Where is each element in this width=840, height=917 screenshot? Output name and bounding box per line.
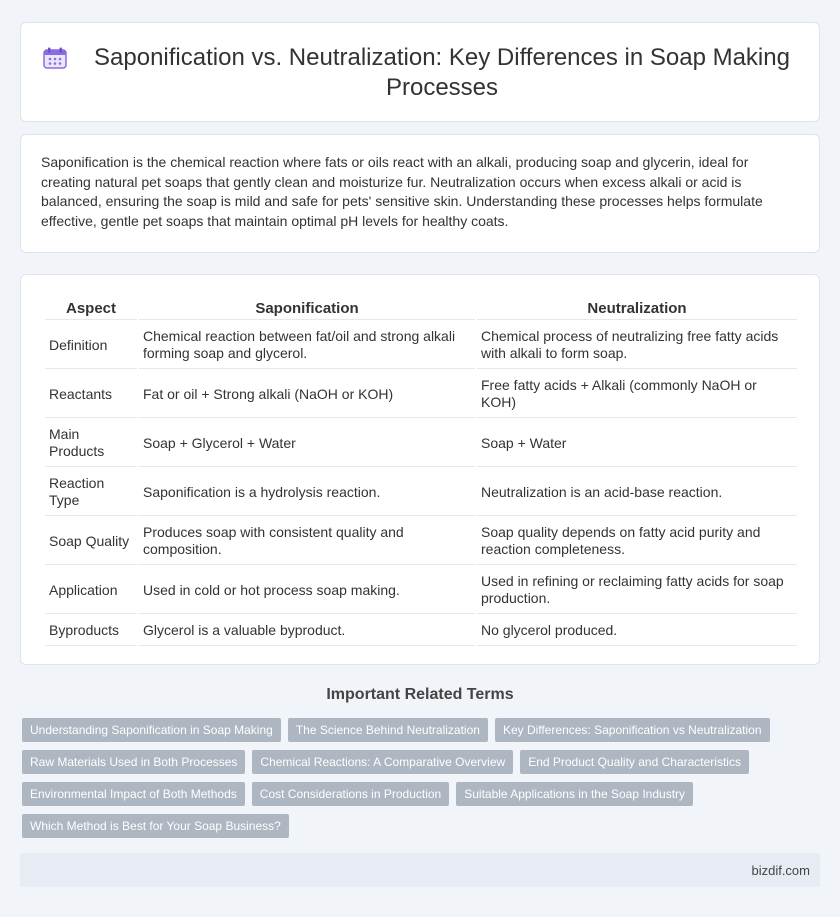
cell-aspect: Application xyxy=(45,567,137,614)
cell-saponification: Soap + Glycerol + Water xyxy=(139,420,475,467)
comparison-table xyxy=(43,295,799,648)
cell-aspect: Main Products xyxy=(45,420,137,467)
cell-aspect: Byproducts xyxy=(45,616,137,646)
related-terms-title: Important Related Terms xyxy=(326,686,514,703)
related-term-link[interactable]: Raw Materials Used in Both Processes xyxy=(22,750,245,774)
cell-aspect: Soap Quality xyxy=(45,518,137,565)
comparison-table-card xyxy=(20,274,820,665)
related-term-link[interactable]: Which Method is Best for Your Soap Business? xyxy=(22,814,289,838)
title-wrap xyxy=(51,43,799,103)
cell-neutralization: Chemical process of neutralizing free fatty acids with alkali to form soap. xyxy=(477,322,797,369)
cell-saponification: Saponification is a hydrolysis reaction. xyxy=(139,469,475,516)
table-row xyxy=(45,567,797,614)
cell-aspect: Definition xyxy=(45,322,137,369)
related-term-link[interactable]: Understanding Saponification in Soap Making xyxy=(22,718,281,742)
intro-paragraph: Saponification is the chemical reaction where fats or oils react with an alkali, producing soap and glycerin, ideal for creating natural pet soaps that gently clean and moisturize fur. Neutralization occurs when excess alkali or acid is balanced, ensuring the soap is mild and safe for pets' sensitive skin. Understanding these processes helps formulate effective, gentle pet soaps that maintain optimal pH levels for healthy coats. xyxy=(41,154,763,229)
cell-saponification: Glycerol is a valuable byproduct. xyxy=(139,616,475,646)
table-row xyxy=(45,518,797,565)
cell-neutralization: No glycerol produced. xyxy=(477,616,797,646)
header-neutralization: Neutralization xyxy=(477,297,797,320)
related-term-link[interactable]: Environmental Impact of Both Methods xyxy=(22,782,245,806)
related-term-link[interactable]: End Product Quality and Characteristics xyxy=(520,750,749,774)
footer-site-name[interactable]: bizdif.com xyxy=(751,863,810,878)
header-card xyxy=(20,22,820,122)
table-header-row xyxy=(45,297,797,320)
header-aspect: Aspect xyxy=(45,297,137,320)
related-term-link[interactable]: Suitable Applications in the Soap Industry xyxy=(456,782,693,806)
related-term-link[interactable]: Key Differences: Saponification vs Neutralization xyxy=(495,718,770,742)
table-row xyxy=(45,616,797,646)
table-row xyxy=(45,420,797,467)
cell-saponification: Produces soap with consistent quality and composition. xyxy=(139,518,475,565)
related-terms-list xyxy=(22,718,812,838)
cell-saponification: Fat or oil + Strong alkali (NaOH or KOH) xyxy=(139,371,475,418)
cell-neutralization: Free fatty acids + Alkali (commonly NaOH or KOH) xyxy=(477,371,797,418)
intro-card xyxy=(20,134,820,253)
header-saponification: Saponification xyxy=(139,297,475,320)
cell-aspect: Reactants xyxy=(45,371,137,418)
calendar-icon xyxy=(43,47,67,69)
cell-neutralization: Used in refining or reclaiming fatty acids for soap production. xyxy=(477,567,797,614)
related-term-link[interactable]: Cost Considerations in Production xyxy=(252,782,449,806)
table-row xyxy=(45,469,797,516)
related-term-link[interactable]: Chemical Reactions: A Comparative Overview xyxy=(252,750,513,774)
table-row xyxy=(45,322,797,369)
cell-neutralization: Soap + Water xyxy=(477,420,797,467)
cell-saponification: Chemical reaction between fat/oil and strong alkali forming soap and glycerol. xyxy=(139,322,475,369)
cell-neutralization: Soap quality depends on fatty acid purity and reaction completeness. xyxy=(477,518,797,565)
cell-saponification: Used in cold or hot process soap making. xyxy=(139,567,475,614)
cell-neutralization: Neutralization is an acid-base reaction. xyxy=(477,469,797,516)
cell-aspect: Reaction Type xyxy=(45,469,137,516)
page-title: Saponification vs. Neutralization: Key Differences in Soap Making Processes xyxy=(94,44,790,101)
related-term-link[interactable]: The Science Behind Neutralization xyxy=(288,718,488,742)
footer xyxy=(20,853,820,887)
table-row xyxy=(45,371,797,418)
